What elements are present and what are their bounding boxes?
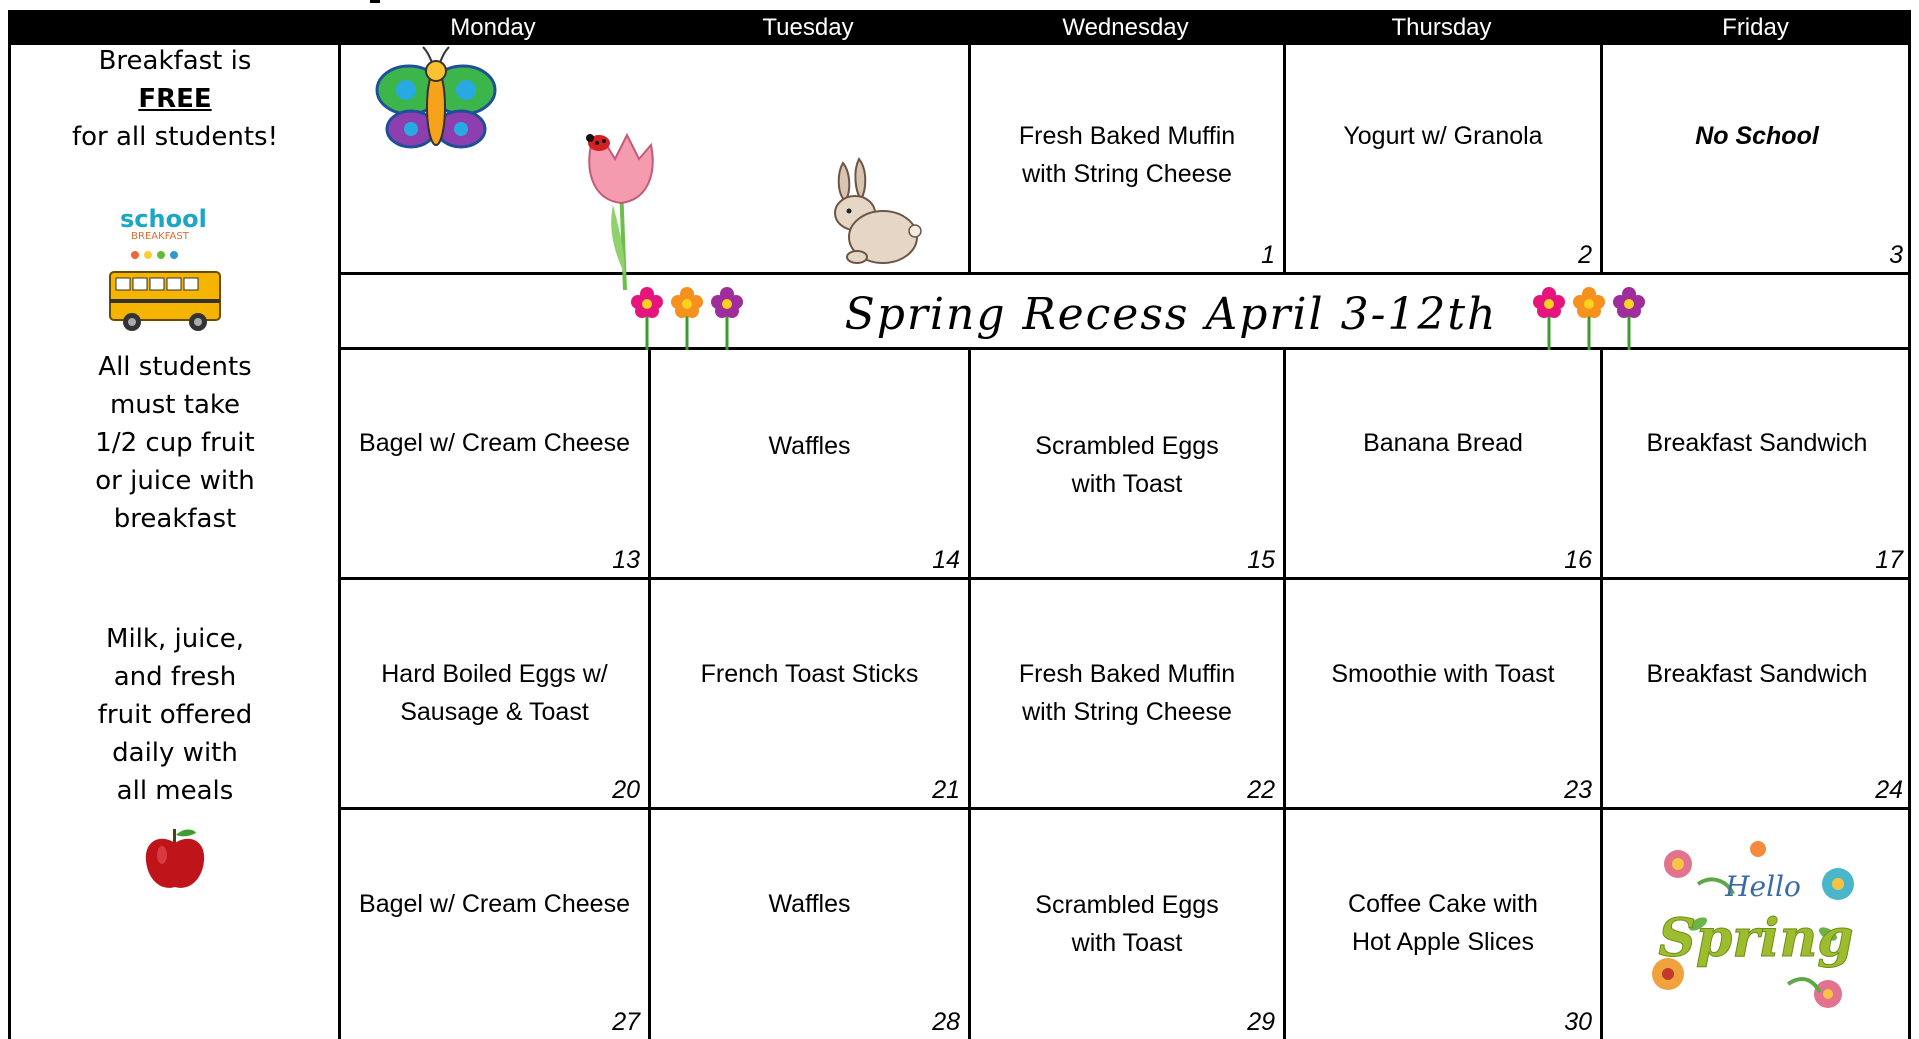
day-cell-1 <box>968 45 1283 275</box>
date-number: 29 <box>1247 1008 1275 1036</box>
day-cell-29 <box>968 810 1283 1039</box>
date-number: 16 <box>1564 546 1592 574</box>
menu-line: Banana Bread <box>1363 429 1523 457</box>
menu-item <box>651 427 968 465</box>
day-cell-28 <box>648 810 968 1039</box>
spring-recess-text: Spring Recess April 3-12th <box>844 289 1498 340</box>
free-breakfast-note <box>10 42 340 156</box>
school-breakfast-logo <box>70 195 230 335</box>
menu-item <box>971 117 1283 193</box>
flower-icon <box>1527 280 1657 350</box>
menu-item <box>1286 117 1600 155</box>
menu-line: Scrambled Eggs <box>1035 432 1219 460</box>
menu-item <box>651 655 968 693</box>
milk-line-5: all meals <box>116 776 234 806</box>
milk-line-2: and fresh <box>113 662 237 692</box>
date-number: 14 <box>932 546 960 574</box>
free-line-3: for all students! <box>71 122 279 152</box>
milk-line-1: Milk, juice, <box>106 624 244 654</box>
hello-spring-cell <box>1600 810 1911 1039</box>
day-cell-22 <box>968 580 1283 810</box>
menu-line: Breakfast Sandwich <box>1646 429 1868 457</box>
fruit-line-5: breakfast <box>113 504 237 534</box>
menu-line: Hot Apple Slices <box>1351 928 1535 956</box>
date-number: 15 <box>1247 546 1275 574</box>
menu-line: Bagel w/ Cream Cheese <box>359 429 630 457</box>
menu-line: Hard Boiled Eggs w/ <box>381 660 608 688</box>
hello-spring-graphic <box>1638 824 1868 1024</box>
menu-line: with Toast <box>1071 470 1183 498</box>
menu-item <box>651 885 968 923</box>
date-number: 17 <box>1875 546 1903 574</box>
spring-text: Spring <box>1658 908 1854 969</box>
date-number: 2 <box>1578 241 1592 269</box>
menu-item <box>341 885 648 923</box>
header-wednesday: Wednesday <box>1062 14 1189 41</box>
header-monday: Monday <box>450 14 536 41</box>
date-number: 1 <box>1261 241 1275 269</box>
menu-line: Sausage & Toast <box>400 698 589 726</box>
day-cell-2 <box>1283 45 1600 275</box>
day-cell-3 <box>1600 45 1911 275</box>
menu-item <box>1603 655 1911 693</box>
day-cell-23 <box>1283 580 1600 810</box>
menu-item <box>971 427 1283 503</box>
menu-line: French Toast Sticks <box>700 660 919 688</box>
menu-item <box>1286 885 1600 961</box>
menu-line: with String Cheese <box>1022 698 1232 726</box>
menu-item <box>1286 424 1600 462</box>
menu-line: Bagel w/ Cream Cheese <box>359 890 630 918</box>
date-number: 30 <box>1564 1008 1592 1036</box>
menu-line: with String Cheese <box>1022 160 1232 188</box>
day-cell-17 <box>1600 350 1911 580</box>
date-number: 28 <box>932 1008 960 1036</box>
logo-breakfast-text: BREAKFAST <box>131 231 189 242</box>
flower-icon <box>625 280 755 350</box>
menu-item <box>971 886 1283 962</box>
day-cell-27 <box>338 810 648 1039</box>
day-cell-30 <box>1283 810 1600 1039</box>
fruit-line-4: or juice with <box>95 466 255 496</box>
menu-line: Waffles <box>768 890 851 918</box>
date-number: 24 <box>1875 776 1903 804</box>
date-number: 21 <box>932 776 960 804</box>
butterfly-icon <box>371 45 501 165</box>
menu-item <box>341 424 648 462</box>
ladybug-icon <box>584 129 614 153</box>
logo-school-text: school <box>120 205 207 233</box>
menu-line: with Toast <box>1071 929 1183 957</box>
week1-illustration-cell <box>338 45 968 275</box>
menu-line: Fresh Baked Muffin <box>1018 122 1236 150</box>
fruit-line-2: must take <box>109 390 241 420</box>
menu-line: Fresh Baked Muffin <box>1018 660 1236 688</box>
menu-line: Waffles <box>768 432 851 460</box>
menu-line: Smoothie with Toast <box>1331 660 1555 688</box>
day-cell-16 <box>1283 350 1600 580</box>
no-school-label <box>1603 117 1911 155</box>
milk-line-3: fruit offered <box>97 700 253 730</box>
milk-line-4: daily with <box>112 738 238 768</box>
menu-item <box>341 655 648 731</box>
milk-juice-note <box>10 620 340 810</box>
bunny-icon <box>811 153 931 273</box>
menu-item <box>1286 655 1600 693</box>
date-number: 20 <box>612 776 640 804</box>
free-line-1: Breakfast is <box>98 46 252 76</box>
free-word: FREE <box>138 84 212 114</box>
header-friday: Friday <box>1722 14 1789 41</box>
top-strip <box>0 0 1919 10</box>
date-number: 22 <box>1247 776 1275 804</box>
date-number: 27 <box>612 1008 640 1036</box>
school-bus-icon <box>70 247 230 337</box>
grid-right-border <box>1908 45 1911 1039</box>
day-cell-24 <box>1600 580 1911 810</box>
spring-recess-banner <box>338 275 1911 350</box>
date-number: 3 <box>1889 241 1903 269</box>
menu-line: Breakfast Sandwich <box>1646 660 1868 688</box>
date-number: 13 <box>612 546 640 574</box>
fruit-requirement-note <box>10 348 340 538</box>
menu-item <box>1603 424 1911 462</box>
fruit-line-1: All students <box>98 352 252 382</box>
day-cell-20 <box>338 580 648 810</box>
fruit-line-3: 1/2 cup fruit <box>95 428 255 458</box>
hello-text: Hello <box>1725 870 1801 903</box>
day-cell-15 <box>968 350 1283 580</box>
date-number: 23 <box>1564 776 1592 804</box>
header-thursday: Thursday <box>1391 14 1492 41</box>
day-cell-13 <box>338 350 648 580</box>
day-cell-14 <box>648 350 968 580</box>
menu-item <box>971 655 1283 731</box>
menu-line: Scrambled Eggs <box>1035 891 1219 919</box>
day-cell-21 <box>648 580 968 810</box>
menu-line: No School <box>1695 122 1819 150</box>
apple-icon <box>140 825 210 895</box>
header-tuesday: Tuesday <box>762 14 854 41</box>
menu-line: Yogurt w/ Granola <box>1343 122 1543 150</box>
menu-line: Coffee Cake with <box>1348 890 1538 918</box>
